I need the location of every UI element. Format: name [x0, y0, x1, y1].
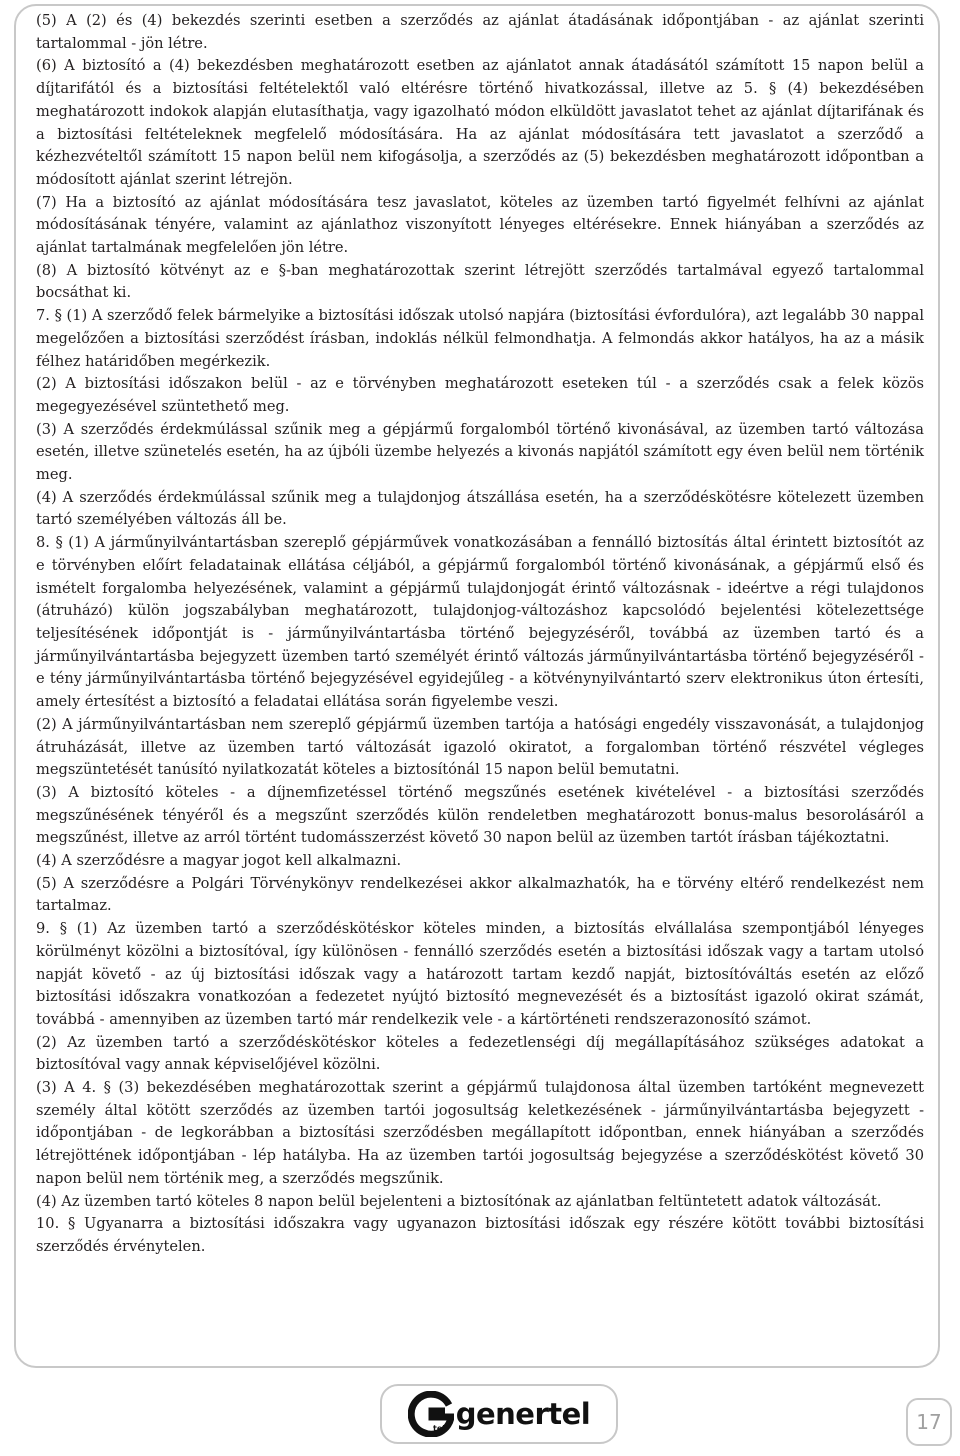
- logo-text: genertel: [455, 1397, 591, 1431]
- paragraph: (4) A szerződésre a magyar jogot kell alkalmazni.: [36, 852, 402, 870]
- paragraph: (3) A szerződés érdekmúlással szűnik meg a gépjármű forgalomból történő kivonásával, az üzemben tartó változása esetén, illetve szünetelés esetén, ha az újbóli üzembe helyezés a kivonás napjától számított egy éven belül nem történik meg.: [36, 420, 924, 484]
- paragraph: (4) Az üzemben tartó köteles 8 napon belül bejelenteni a biztosítónak az ajánlatban feltüntetett adatok változását.: [36, 1192, 882, 1210]
- logo-badge: tel: [432, 1424, 445, 1433]
- paragraph: (6) A biztosító a (4) bekezdésben meghatározott esetben az ajánlatot annak átadásától számított 15 napon belül a díjtarifától és a biztosítási feltételektől való eltérésre történő hivatkozással, illetve az 5. § (4) bekezdésében meghatározott indokok alapján elutasíthatja, vagy igazolható módon elküldött javaslatot tehet az ajánlat díjtarifának és a biztosítási feltételeknek megfelelő módosítására. Ha az ajánlat módosítására tett javaslatot a szerződő a kézhezvételtől számított 15 napon belül nem kifogásolja, a szerződés az (5) bekezdésben meghatározott időpontban a módosított ajánlat szerint létrejön.: [36, 57, 924, 188]
- paragraph: (3) A biztosító köteles - a díjnemfizetéssel történő megszűnés esetének kivételével - a biztosítási szerződés megszűnésének tényéről és a megszűnt szerződés külön rendeletben meghatározott bonus-malus besorolásáról a megszűnést, illetve az arról történt tudomásszerzést követő 30 napon belül az üzemben tartót írásban tájékoztatni.: [36, 783, 924, 847]
- genertel-logo: [408, 1391, 591, 1437]
- paragraph: (2) A biztosítási időszakon belül - az e törvényben meghatározott eseteken túl - a szerződés csak a felek közös megegyezésével szüntethető meg.: [36, 375, 924, 415]
- paragraph: 7. § (1) A szerződő felek bármelyike a biztosítási időszak utolsó napjára (biztosítási évfordulóra), azt legalább 30 nappal megelőzően a biztosítási szerződést írásban, indoklás nélkül felmondhatja. A felmondás akkor hatályos, ha az a másik félhez határidőben megérkezik.: [36, 307, 924, 370]
- paragraph: (2) A járműnyilvántartásban nem szereplő gépjármű üzemben tartója a hatósági engedély visszavonását, a tulajdonjog átruházását, illetve az üzemben tartó változását igazoló okiratot, a forgalomban történő részvétel végleges megszüntetését tanúsító nyilatkozatát köteles a biztosítónál 15 napon belül bemutatni.: [36, 715, 924, 779]
- paragraph: 8. § (1) A járműnyilvántartásban szereplő gépjárművek vonatkozásában a fennálló biztosítás által érintett biztosítót az e törvényben előírt feladatainak ellátása céljából, a gépjármű forgalomból történő kivonásának, a gépjármű első és ismételt forgalomba helyezésének, valamint a gépjármű tulajdonjogát érintő változásnak - ideértve a régi tulajdonos (átruházó) külön jogszabályban meghatározott, tulajdonjog-változáshoz kapcsolódó bejelentési kötelezettsége teljesítésének időpontját is - járműnyilvántartásba történő bejegyzéséről, továbbá az üzemben tartó és a járműnyilvántartásba bejegyzett üzemben tartó személyét érintő változás járműnyilvántartásba történő bejegyzéséről - e tény járműnyilvántartásba történő bejegyzésével egyidejűleg - a kötvénynyilvántartó szerv elektronikus úton értesíti, amely értesítést a biztosító a feladatai ellátása során figyelembe veszi.: [36, 534, 924, 711]
- paragraph: 9. § (1) Az üzemben tartó a szerződéskötéskor köteles minden, a biztosítás elvállalása szempontjából lényeges körülményt közölni a biztosítóval, így különösen - fennálló szerződés esetén a biztosítási időszak vagy a tartam utolsó napját követő - az új biztosítási időszak vagy a határozott tartam kezdő napját, biztosítóváltás esetén az előző biztosítási időszakra vonatkozóan a fedezetet nyújtó biztosító megnevezését és a biztosítást igazoló okirat számát, továbbá - amennyiben az üzemben tartó már rendelkezik vele - a kártörténeti rendszerazonosító számot.: [36, 920, 924, 1028]
- page-number: 17: [906, 1398, 952, 1446]
- genertel-g-icon: [408, 1391, 454, 1437]
- paragraph: (2) Az üzemben tartó a szerződéskötéskor köteles a fedezetlenségi díj megállapításához szükséges adatokat a biztosítóval vagy annak képviselőjével közölni.: [36, 1033, 924, 1074]
- paragraph: (5) A szerződésre a Polgári Törvénykönyv rendelkezései akkor alkalmazhatók, ha e törvény eltérő rendelkezést nem tartalmaz.: [36, 874, 924, 915]
- paragraph: (3) A 4. § (3) bekezdésében meghatározottak szerint a gépjármű tulajdonosa által üzemben tartóként megnevezett személy által kötött szerződés az üzemben tartói jogosultság keletkezésének - járműnyilvántartásba bejegyzett - időpontjában - de legkorábban a biztosítási szerződésben megállapított időpontban, ennek hiányában a szerződés létrejöttének időpontjában - lép hatályba. Ha az üzemben tartói jogosultság bejegyzése a szerződéskötést követő 30 napon belül nem történik meg, a szerződés megszűnik.: [36, 1079, 924, 1187]
- paragraph: (5) A (2) és (4) bekezdés szerinti esetben a szerződés az ajánlat átadásának időpontjában - az ajánlat szerinti tartalommal - jön létre.: [36, 12, 924, 52]
- footer-logo-box: [380, 1384, 618, 1444]
- document-body: [36, 10, 924, 1259]
- paragraph: (8) A biztosító kötvényt az e §-ban meghatározottak szerint létrejött szerződés tartalmával egyező tartalommal bocsáthat ki.: [36, 261, 924, 302]
- paragraph: (4) A szerződés érdekmúlással szűnik meg a tulajdonjog átszállása esetén, ha a szerződéskötésre kötelezett üzemben tartó személyében változás áll be.: [36, 488, 924, 529]
- paragraph: (7) Ha a biztosító az ajánlat módosítására tesz javaslatot, köteles az üzemben tartó figyelmét felhívni az ajánlat módosításának tényére, valamint az ajánlathoz viszonyított lényeges eltérésekre. Ennek hiányában a szerződés az ajánlat tartalmának megfelelően jön létre.: [36, 193, 924, 257]
- paragraph: 10. § Ugyanarra a biztosítási időszakra vagy ugyanazon biztosítási időszak egy részére kötött további biztosítási szerződés érvénytelen.: [36, 1215, 924, 1255]
